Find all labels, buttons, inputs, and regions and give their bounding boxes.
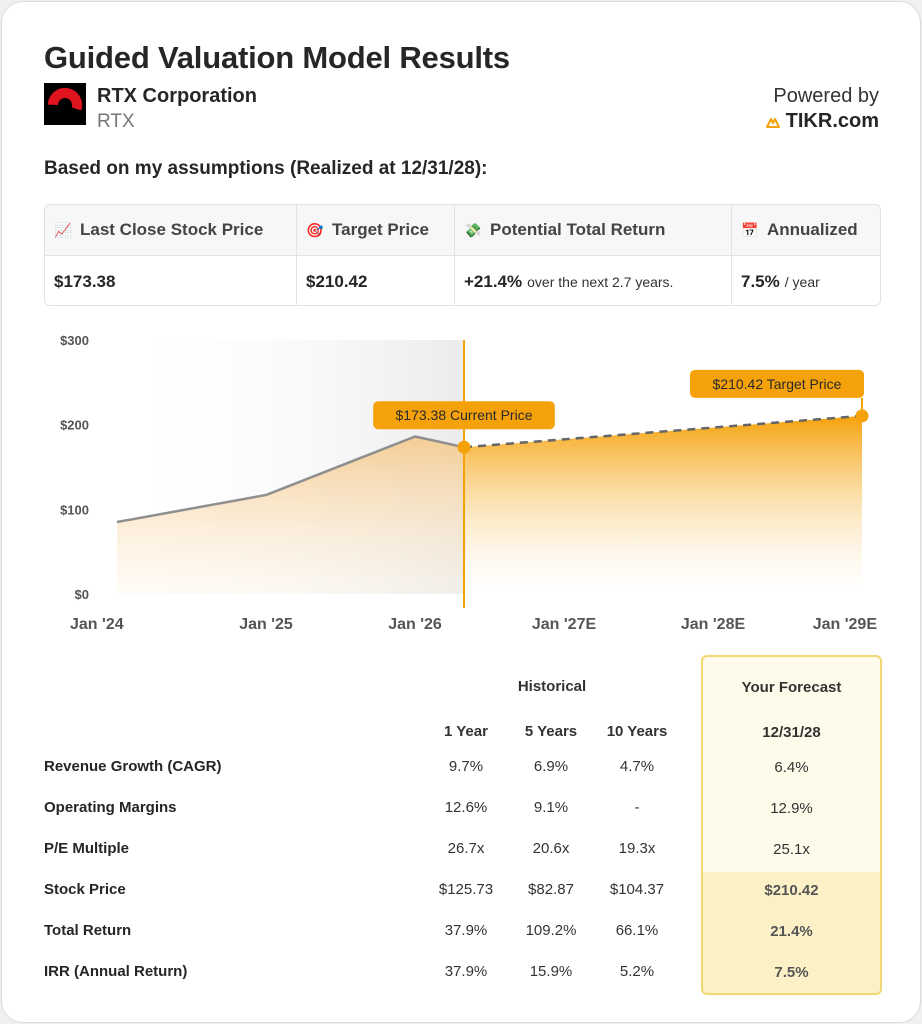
row-label: IRR (Annual Return) (44, 963, 188, 980)
table-cell: 66.1% (615, 922, 659, 939)
forecast-cell: $210.42 (764, 882, 819, 899)
summary-value-last-close: $173.38 (45, 256, 297, 306)
company-logo (44, 83, 86, 125)
summary-head-annualized: 📅 Annualized (741, 220, 858, 239)
table-cell: 15.9% (529, 963, 573, 980)
valuation-card (1, 1, 921, 1023)
row-label: Stock Price (44, 881, 126, 898)
y-tick-label: $100 (60, 502, 89, 518)
historical-header: Historical (517, 678, 587, 695)
forecast-cell: 12.9% (770, 800, 813, 817)
summary-head-target: 🎯 Target Price (297, 205, 455, 255)
tikr-brand-text: TIKR.com (785, 110, 879, 132)
x-tick-label: Jan '24 (70, 616, 124, 633)
summary-value-annualized: 7.5% / year (741, 271, 820, 291)
table-cell: 4.7% (619, 758, 655, 775)
col-1-year: 1 Year (444, 723, 488, 740)
row-label: Revenue Growth (CAGR) (44, 758, 222, 775)
table-cell: 109.2% (525, 922, 577, 939)
target-icon: 🎯 (306, 221, 324, 238)
calendar-icon: 📅 (741, 221, 759, 238)
summary-table (44, 204, 881, 306)
forecast-cell: 6.4% (774, 759, 809, 776)
forecast-cell: 25.1x (773, 841, 810, 858)
table-cell: $104.37 (609, 881, 665, 898)
forecast-cell: 21.4% (770, 923, 813, 940)
forecast-cell: 7.5% (774, 964, 809, 981)
chart-up-icon: 📈 (54, 221, 72, 238)
company-ticker: RTX (97, 111, 135, 132)
col-10-years: 10 Years (606, 723, 668, 740)
table-cell: 19.3x (618, 840, 656, 857)
table-cell: - (634, 799, 640, 816)
col-5-years: 5 Years (524, 723, 578, 740)
powered-by-label: Powered by (773, 85, 879, 107)
price-chart-svg (2, 322, 921, 642)
table-cell: 9.1% (533, 799, 569, 816)
summary-head-last-close: 📈 Last Close Stock Price (45, 205, 297, 255)
tikr-brand[interactable] (766, 110, 879, 133)
x-tick-label: Jan '29E (812, 616, 877, 633)
summary-value-total-return: +21.4% over the next 2.7 years. (455, 256, 732, 306)
summary-value-row (45, 256, 880, 306)
table-cell: 9.7% (448, 758, 484, 775)
assumptions-subtitle: Based on my assumptions (Realized at 12/31/28): (44, 158, 488, 179)
row-label: P/E Multiple (44, 840, 130, 857)
table-cell: 37.9% (444, 963, 488, 980)
metrics-table (2, 652, 921, 1012)
page-title: Guided Valuation Model Results (44, 40, 510, 75)
summary-head-total-return: 💸 Potential Total Return (455, 205, 732, 255)
table-cell: 37.9% (444, 922, 488, 939)
x-tick-label: Jan '25 (239, 616, 293, 633)
summary-value-target: $210.42 (297, 256, 455, 306)
forecast-column (701, 655, 882, 995)
x-tick-label: Jan '26 (388, 616, 442, 633)
table-cell: $82.87 (528, 881, 574, 898)
rtx-logo-icon (44, 83, 86, 125)
x-tick-label: Jan '28E (680, 616, 746, 633)
target-price-callout-label: $210.42 Target Price (712, 375, 842, 392)
forecast-date: 12/31/28 (762, 724, 821, 741)
table-cell: $125.73 (438, 881, 494, 898)
y-tick-label: $300 (60, 333, 89, 348)
y-tick-label: $0 (74, 587, 89, 602)
summary-header-row (45, 205, 880, 256)
table-cell: 26.7x (447, 840, 485, 857)
table-cell: 5.2% (619, 963, 655, 980)
table-cell: 20.6x (532, 840, 570, 857)
forecast-header: Your Forecast (741, 679, 842, 696)
tikr-logo-icon (766, 116, 780, 128)
current-price-callout-label: $173.38 Current Price (395, 407, 533, 424)
current-price-marker (458, 441, 471, 454)
row-label: Operating Margins (44, 799, 177, 816)
company-name: RTX Corporation (97, 85, 257, 107)
price-chart (2, 322, 921, 642)
y-tick-label: $200 (60, 417, 89, 433)
row-label: Total Return (44, 922, 132, 939)
x-tick-label: Jan '27E (531, 616, 597, 633)
money-wings-icon: 💸 (464, 221, 482, 238)
table-cell: 6.9% (533, 758, 569, 775)
target-price-marker (856, 409, 869, 422)
table-cell: 12.6% (444, 799, 488, 816)
